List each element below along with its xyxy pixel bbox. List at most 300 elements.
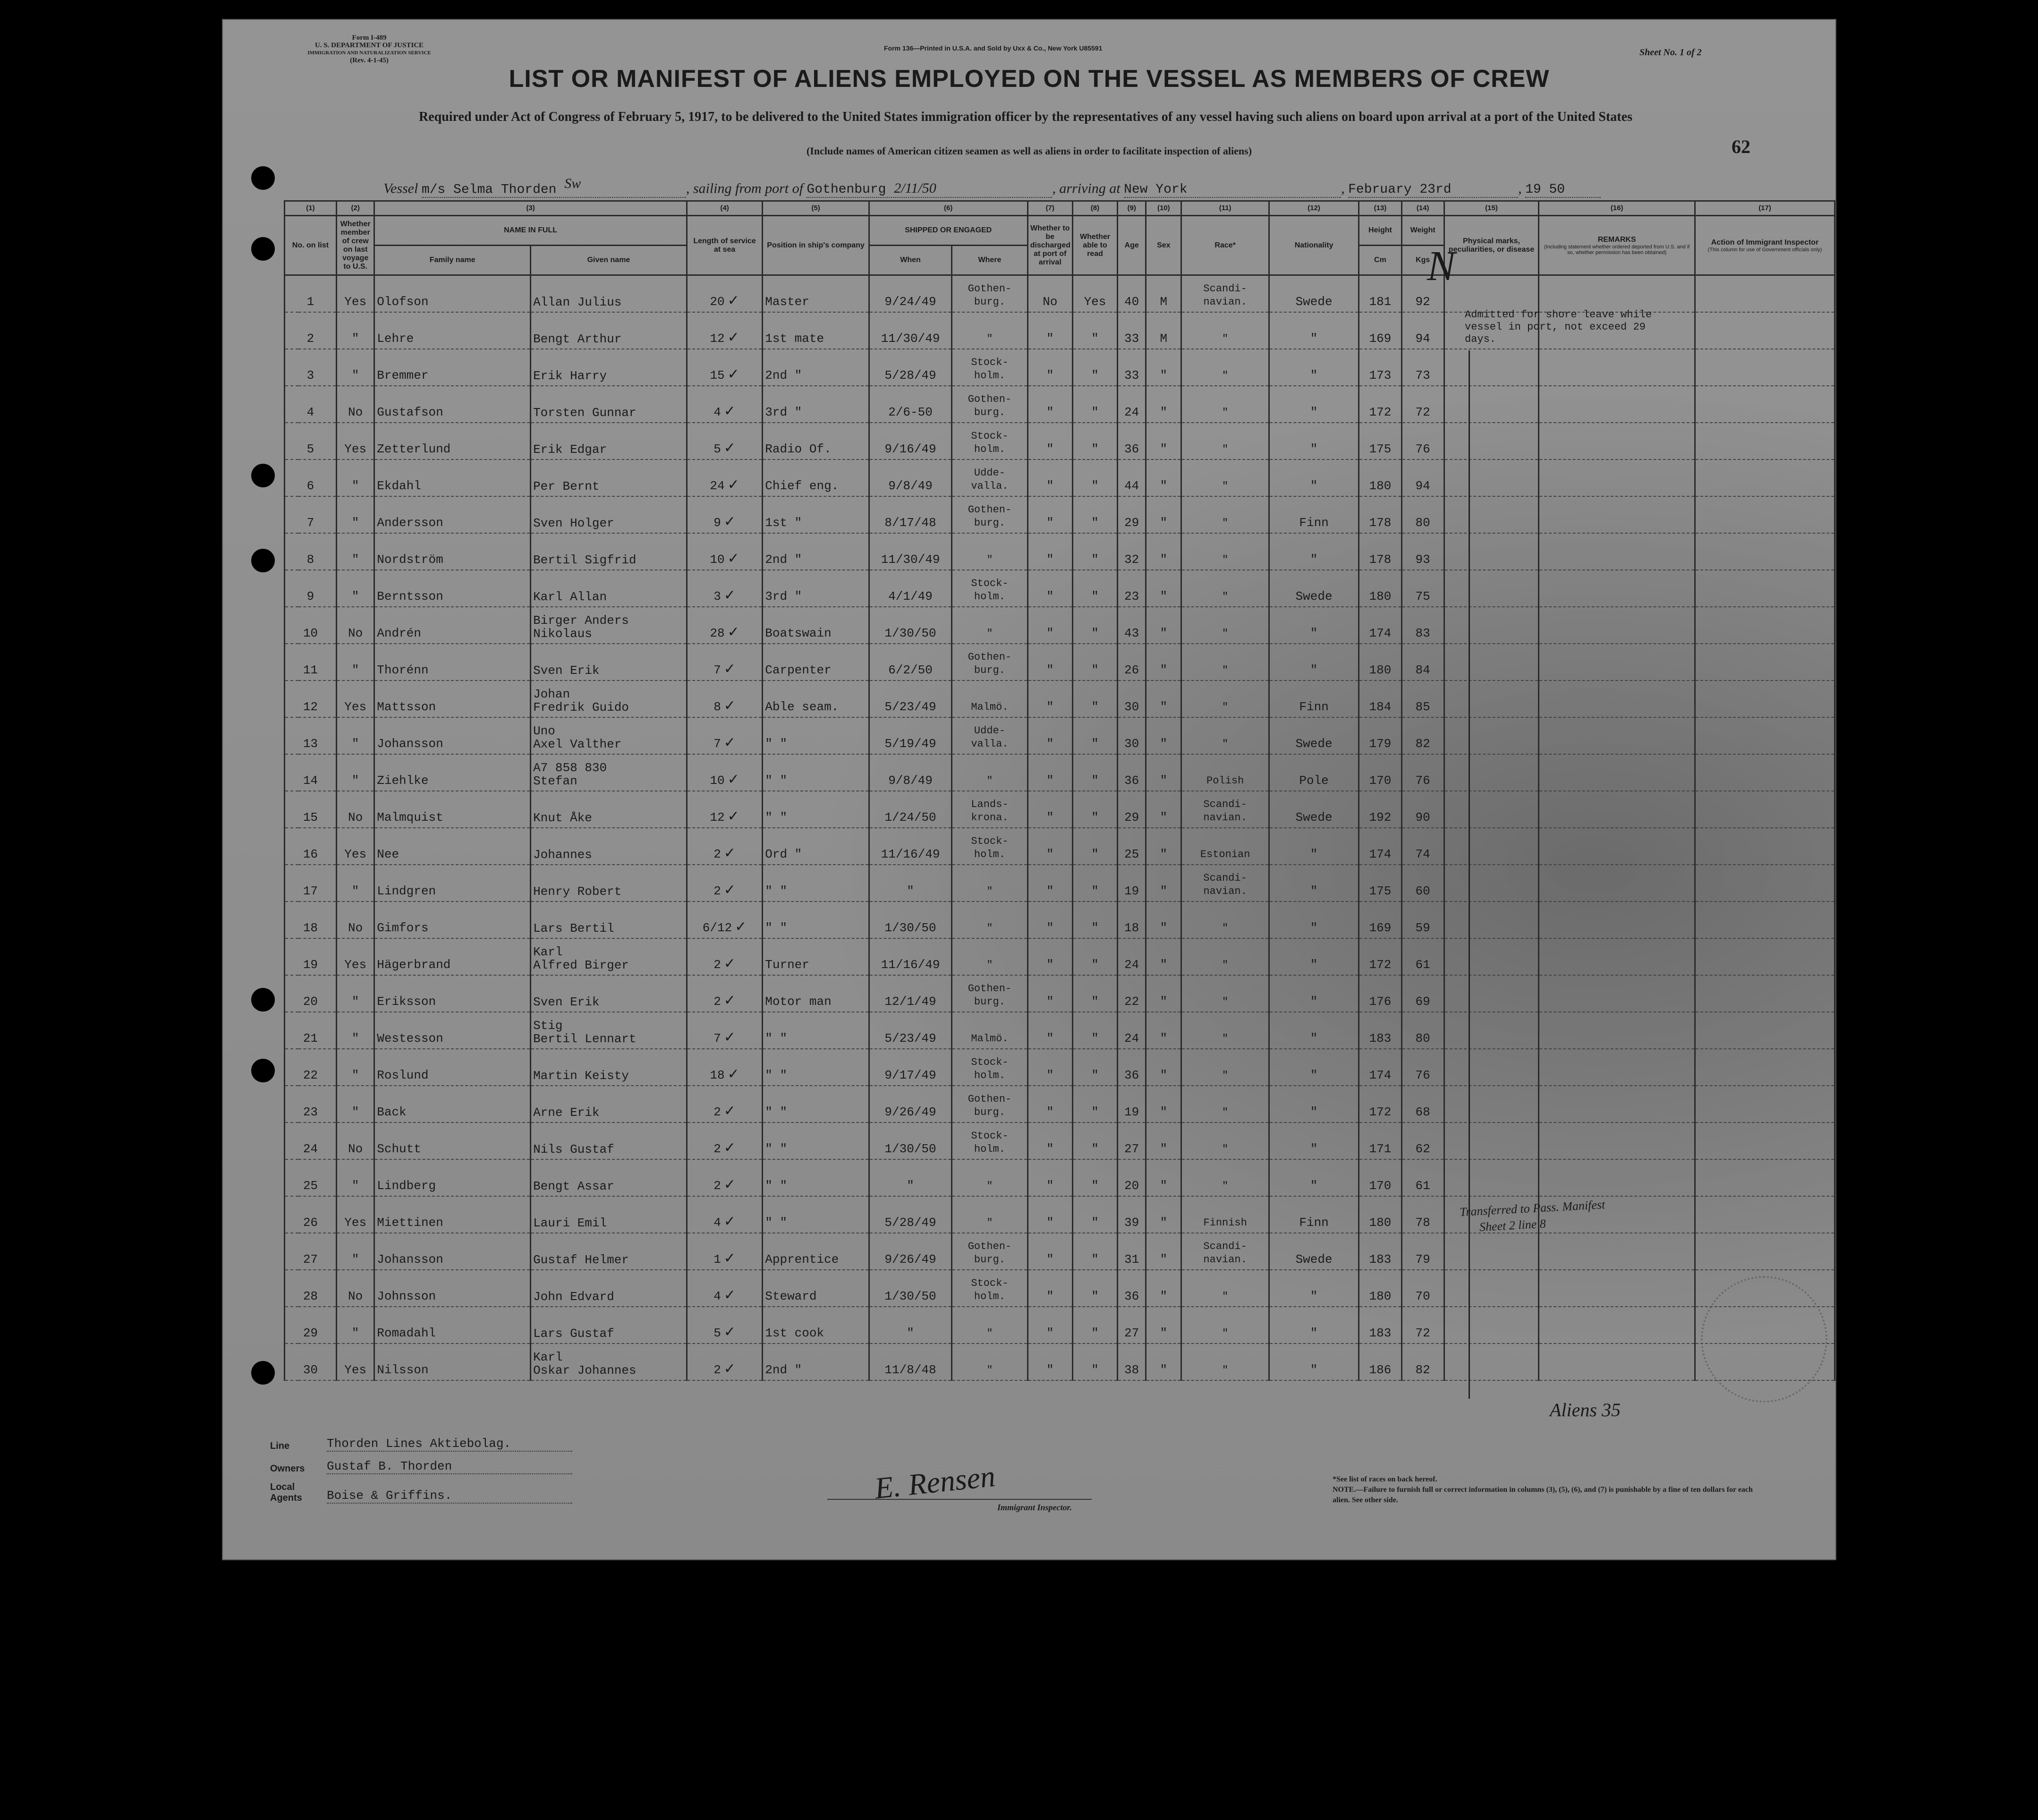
ship-position: Carpenter <box>763 644 869 680</box>
engaged-where <box>952 1196 1027 1233</box>
engaged-when: 1/30/50 <box>869 901 951 938</box>
race <box>1181 496 1269 533</box>
race <box>1181 791 1269 828</box>
race <box>1181 459 1269 496</box>
given-name <box>531 938 687 975</box>
where-line2: Malmö. <box>971 701 1009 713</box>
previous-voyage: " <box>337 459 374 496</box>
discharged: " <box>1027 570 1072 607</box>
action-cell <box>1695 791 1835 828</box>
remarks-cell <box>1539 975 1695 1012</box>
nationality: Pole <box>1269 754 1359 791</box>
given-name <box>531 1307 687 1344</box>
service-length-value: 2 <box>713 1105 721 1119</box>
row-margin <box>223 1086 284 1123</box>
sex: " <box>1146 865 1181 901</box>
race <box>1181 1344 1269 1380</box>
family-name: Nee <box>374 828 531 865</box>
weight: 92 <box>1401 275 1444 313</box>
physical-marks <box>1444 423 1538 459</box>
row-margin <box>223 607 284 644</box>
where-line2: " <box>986 1180 993 1192</box>
age: 32 <box>1118 533 1146 570</box>
previous-voyage: Yes <box>337 680 374 717</box>
remarks-cell <box>1539 1049 1695 1086</box>
crew-row <box>223 975 1835 1012</box>
checkmark-icon: ✓ <box>727 550 739 567</box>
action-cell <box>1695 1233 1835 1270</box>
able-to-read: " <box>1072 1307 1117 1344</box>
form-revision: (Rev. 4-1-45) <box>350 57 389 64</box>
height: 186 <box>1359 1344 1401 1380</box>
sex: " <box>1146 1086 1181 1123</box>
given-name-line2: Oskar Johannes <box>533 1363 637 1378</box>
nationality: Swede <box>1269 717 1359 754</box>
ship-position: Boatswain <box>763 607 869 644</box>
age: 26 <box>1118 644 1146 680</box>
ship-position: " " <box>763 1049 869 1086</box>
row-number: 21 <box>284 1012 336 1049</box>
service-length <box>687 275 762 313</box>
checkmark-icon: ✓ <box>723 1103 736 1119</box>
age: 39 <box>1118 1196 1146 1233</box>
given-name <box>531 386 687 423</box>
form-identifier <box>289 34 450 64</box>
header-row-1 <box>223 216 1835 246</box>
family-name: Eriksson <box>374 975 531 1012</box>
able-to-read: " <box>1072 791 1117 828</box>
crew-row <box>223 1159 1835 1196</box>
service-length-value: 4 <box>713 1216 721 1230</box>
engaged-when: 9/24/49 <box>869 275 951 313</box>
remarks-cell <box>1539 791 1695 828</box>
action-cell <box>1695 828 1835 865</box>
weight: 75 <box>1401 570 1444 607</box>
service-length-value: 12 <box>710 332 725 346</box>
race-line2: Finnish <box>1203 1217 1247 1229</box>
sex: " <box>1146 496 1181 533</box>
previous-voyage: " <box>337 312 374 349</box>
height: 180 <box>1359 459 1401 496</box>
race <box>1181 717 1269 754</box>
manifest-sheet <box>222 19 1836 1560</box>
able-to-read: " <box>1072 644 1117 680</box>
sex: " <box>1146 1049 1181 1086</box>
ship-position: Apprentice <box>763 1233 869 1270</box>
header-where: Where <box>952 246 1027 275</box>
remarks-cell <box>1539 570 1695 607</box>
service-name: IMMIGRATION AND NATURALIZATION SERVICE <box>307 50 431 56</box>
row-margin <box>223 459 284 496</box>
given-name-line2: Arne Erik <box>533 1106 600 1120</box>
nationality: " <box>1269 865 1359 901</box>
engaged-where <box>952 1344 1027 1380</box>
service-length <box>687 1123 762 1159</box>
where-line2: krona. <box>971 812 1009 824</box>
able-to-read: " <box>1072 1086 1117 1123</box>
physical-marks <box>1444 275 1538 313</box>
service-length-value: 4 <box>713 1289 721 1303</box>
service-length <box>687 1344 762 1380</box>
sex: " <box>1146 1196 1181 1233</box>
checkmark-icon: ✓ <box>727 366 739 383</box>
service-length <box>687 865 762 901</box>
family-name: Johansson <box>374 1233 531 1270</box>
physical-marks <box>1444 754 1538 791</box>
header-nationality: Nationality <box>1269 216 1359 275</box>
able-to-read: " <box>1072 938 1117 975</box>
engaged-where <box>952 386 1027 423</box>
weight: 70 <box>1401 1270 1444 1307</box>
checkmark-icon: ✓ <box>723 882 736 898</box>
previous-voyage: " <box>337 1307 374 1344</box>
where-line2: " <box>986 885 993 897</box>
given-name <box>531 607 687 644</box>
physical-marks <box>1444 791 1538 828</box>
family-name: Mattsson <box>374 680 531 717</box>
given-name-line2: Erik Edgar <box>533 442 607 457</box>
where-line2: holm. <box>974 1070 1005 1081</box>
engaged-when: 11/30/49 <box>869 533 951 570</box>
crew-row <box>223 570 1835 607</box>
engaged-where <box>952 607 1027 644</box>
where-line1: Gothen- <box>968 283 1012 295</box>
col-num: (10) <box>1146 201 1181 216</box>
engaged-when: 2/6-50 <box>869 386 951 423</box>
row-margin <box>223 1049 284 1086</box>
previous-voyage: " <box>337 1159 374 1196</box>
remarks-cell <box>1539 717 1695 754</box>
where-line2: holm. <box>974 443 1005 455</box>
nationality: " <box>1269 1049 1359 1086</box>
height: 174 <box>1359 828 1401 865</box>
row-margin <box>223 1012 284 1049</box>
action-cell <box>1695 754 1835 791</box>
remarks-cell <box>1539 496 1695 533</box>
service-length-value: 15 <box>710 368 725 383</box>
row-number: 13 <box>284 717 336 754</box>
race <box>1181 1159 1269 1196</box>
race-line2: " <box>1222 480 1229 492</box>
where-line2: valla. <box>971 480 1009 492</box>
where-line1: Gothen- <box>968 1241 1012 1252</box>
height: 172 <box>1359 386 1401 423</box>
checkmark-icon: ✓ <box>723 587 736 604</box>
previous-voyage: " <box>337 570 374 607</box>
race <box>1181 570 1269 607</box>
ship-position: Turner <box>763 938 869 975</box>
engaged-where <box>952 1159 1027 1196</box>
checkmark-icon: ✓ <box>727 476 739 493</box>
age: 36 <box>1118 423 1146 459</box>
given-name-line1: Birger Anders <box>533 613 629 628</box>
action-cell <box>1695 938 1835 975</box>
nationality: " <box>1269 349 1359 386</box>
service-length <box>687 1086 762 1123</box>
row-number: 19 <box>284 938 336 975</box>
row-margin <box>223 975 284 1012</box>
physical-marks <box>1444 1012 1538 1049</box>
inspector-signature: E. Rensen <box>873 1459 997 1505</box>
previous-voyage: " <box>337 1233 374 1270</box>
remarks-cell <box>1539 644 1695 680</box>
service-length <box>687 533 762 570</box>
height: 170 <box>1359 1159 1401 1196</box>
given-name-line2: Bertil Lennart <box>533 1032 637 1046</box>
crew-row <box>223 1270 1835 1307</box>
document-title: LIST OR MANIFEST OF ALIENS EMPLOYED ON THE VESSEL AS MEMBERS OF CREW <box>509 65 1550 93</box>
header-weight: Weight <box>1401 216 1444 246</box>
service-length-value: 7 <box>713 663 721 677</box>
given-name <box>531 349 687 386</box>
engaged-when: 11/8/48 <box>869 1344 951 1380</box>
given-name <box>531 533 687 570</box>
family-name: Ziehlke <box>374 754 531 791</box>
engaged-when: 9/16/49 <box>869 423 951 459</box>
service-length <box>687 1012 762 1049</box>
previous-voyage: " <box>337 717 374 754</box>
height: 180 <box>1359 1196 1401 1233</box>
given-name-line1: Stig <box>533 1019 563 1033</box>
race-line2: " <box>1222 628 1229 639</box>
header-physical-marks: Physical marks, peculiarities, or disease <box>1444 216 1538 275</box>
discharged: " <box>1027 1123 1072 1159</box>
able-to-read: " <box>1072 828 1117 865</box>
ship-position: " " <box>763 1012 869 1049</box>
nationality: Swede <box>1269 791 1359 828</box>
given-name-line1: Karl <box>533 945 563 959</box>
engaged-when: 9/26/49 <box>869 1233 951 1270</box>
sex: " <box>1146 1270 1181 1307</box>
nationality: " <box>1269 975 1359 1012</box>
family-name: Miettinen <box>374 1196 531 1233</box>
engaged-where <box>952 1307 1027 1344</box>
able-to-read: " <box>1072 975 1117 1012</box>
action-subtitle: (This column for use of Government officials only) <box>1707 247 1822 253</box>
height: 171 <box>1359 1123 1401 1159</box>
ship-position: Able seam. <box>763 680 869 717</box>
age: 33 <box>1118 312 1146 349</box>
height: 172 <box>1359 1086 1401 1123</box>
discharged: " <box>1027 1307 1072 1344</box>
vessel-name: m/s Selma Thorden <box>421 182 557 197</box>
height: 170 <box>1359 754 1401 791</box>
service-length <box>687 791 762 828</box>
where-line2: " <box>986 1327 993 1339</box>
row-number: 14 <box>284 754 336 791</box>
discharged: " <box>1027 865 1072 901</box>
service-length-value: 3 <box>713 589 721 604</box>
row-margin <box>223 1159 284 1196</box>
discharged: " <box>1027 1233 1072 1270</box>
physical-marks <box>1444 717 1538 754</box>
engaged-where <box>952 312 1027 349</box>
age: 27 <box>1118 1123 1146 1159</box>
given-name-line2: Bengt Assar <box>533 1179 614 1193</box>
sex: " <box>1146 349 1181 386</box>
family-name: Roslund <box>374 1049 531 1086</box>
row-margin <box>223 754 284 791</box>
able-to-read: " <box>1072 717 1117 754</box>
discharged: " <box>1027 1270 1072 1307</box>
race-line2: " <box>1222 664 1229 676</box>
weight: 94 <box>1401 312 1444 349</box>
header-height: Height <box>1359 216 1401 246</box>
physical-marks <box>1444 349 1538 386</box>
age: 33 <box>1118 349 1146 386</box>
row-number: 30 <box>284 1344 336 1380</box>
sex: " <box>1146 570 1181 607</box>
engaged-when: 12/1/49 <box>869 975 951 1012</box>
height: 183 <box>1359 1307 1401 1344</box>
discharged: " <box>1027 791 1072 828</box>
remarks-cell <box>1539 1307 1695 1344</box>
race <box>1181 1196 1269 1233</box>
given-name <box>531 1123 687 1159</box>
race-line2: " <box>1222 554 1229 566</box>
age: 30 <box>1118 717 1146 754</box>
given-name <box>531 423 687 459</box>
service-length <box>687 1270 762 1307</box>
engaged-when: 11/16/49 <box>869 828 951 865</box>
row-number: 7 <box>284 496 336 533</box>
action-cell <box>1695 717 1835 754</box>
crew-row <box>223 644 1835 680</box>
previous-voyage: Yes <box>337 828 374 865</box>
checkmark-icon: ✓ <box>723 1176 736 1193</box>
action-cell <box>1695 533 1835 570</box>
physical-marks <box>1444 828 1538 865</box>
family-name: Johnsson <box>374 1270 531 1307</box>
height: 184 <box>1359 680 1401 717</box>
signature-line <box>827 1499 1092 1500</box>
sailing-label: sailing from port of <box>693 180 803 196</box>
service-length <box>687 1307 762 1344</box>
service-length <box>687 680 762 717</box>
physical-marks <box>1444 901 1538 938</box>
line-row <box>270 1437 572 1452</box>
able-to-read: " <box>1072 533 1117 570</box>
row-margin <box>223 1123 284 1159</box>
action-title: Action of Immigrant Inspector <box>1711 238 1819 247</box>
row-number: 27 <box>284 1233 336 1270</box>
sex: " <box>1146 1344 1181 1380</box>
where-line1: Gothen- <box>968 504 1012 516</box>
where-line2: holm. <box>974 1291 1005 1302</box>
height: 183 <box>1359 1233 1401 1270</box>
engaged-when: 9/17/49 <box>869 1049 951 1086</box>
service-length <box>687 644 762 680</box>
where-line2: burg. <box>974 1254 1005 1266</box>
height: 181 <box>1359 275 1401 313</box>
service-length <box>687 717 762 754</box>
service-length <box>687 901 762 938</box>
where-line1: Gothen- <box>968 651 1012 663</box>
owners-row <box>270 1459 572 1474</box>
previous-voyage: Yes <box>337 1196 374 1233</box>
crew-row <box>223 533 1835 570</box>
weight: 93 <box>1401 533 1444 570</box>
race-line1: Scandi- <box>1203 1241 1247 1252</box>
nationality: Finn <box>1269 680 1359 717</box>
given-name-line2: Fredrik Guido <box>533 700 629 714</box>
where-line1: Stock- <box>971 430 1009 442</box>
given-name-line2: Allan Julius <box>533 295 622 309</box>
service-length <box>687 1159 762 1196</box>
weight: 72 <box>1401 1307 1444 1344</box>
height: 178 <box>1359 533 1401 570</box>
able-to-read: " <box>1072 1344 1117 1380</box>
sex: M <box>1146 312 1181 349</box>
crew-row <box>223 349 1835 386</box>
given-name-line2: Lars Gustaf <box>533 1327 614 1341</box>
weight: 80 <box>1401 496 1444 533</box>
where-line2: holm. <box>974 849 1005 860</box>
row-number: 11 <box>284 644 336 680</box>
checkmark-icon: ✓ <box>723 734 736 751</box>
family-name: Lehre <box>374 312 531 349</box>
row-margin <box>223 533 284 570</box>
discharged: " <box>1027 312 1072 349</box>
arriving-label: arriving at <box>1059 180 1121 196</box>
service-length-value: 24 <box>710 479 725 493</box>
where-line2: valla. <box>971 738 1009 750</box>
where-line2: burg. <box>974 996 1005 1008</box>
crew-row <box>223 1012 1835 1049</box>
weight: 85 <box>1401 680 1444 717</box>
row-number: 26 <box>284 1196 336 1233</box>
service-length-value: 10 <box>710 774 725 788</box>
engaged-when: 9/26/49 <box>869 1086 951 1123</box>
ship-position: Master <box>763 275 869 313</box>
nationality: Finn <box>1269 1196 1359 1233</box>
checkmark-icon: ✓ <box>723 1140 736 1156</box>
previous-voyage: No <box>337 791 374 828</box>
remarks-cell <box>1539 1012 1695 1049</box>
given-name <box>531 717 687 754</box>
remarks-cell <box>1539 386 1695 423</box>
service-length-value: 8 <box>713 700 721 714</box>
discharged: " <box>1027 496 1072 533</box>
given-name <box>531 1344 687 1380</box>
given-name-line2: Bengt Arthur <box>533 332 622 346</box>
physical-marks <box>1444 1049 1538 1086</box>
service-length <box>687 312 762 349</box>
ship-position: Radio Of. <box>763 423 869 459</box>
given-name <box>531 680 687 717</box>
ship-position: " " <box>763 717 869 754</box>
remarks-cell <box>1539 1086 1695 1123</box>
action-cell <box>1695 570 1835 607</box>
engaged-when: 11/30/49 <box>869 312 951 349</box>
ship-position: 3rd " <box>763 570 869 607</box>
owners-value: Gustaf B. Thorden <box>327 1459 572 1474</box>
height: 169 <box>1359 312 1401 349</box>
header-shipped: SHIPPED OR ENGAGED <box>869 216 1027 246</box>
service-length-value: 7 <box>713 737 721 751</box>
checkmark-icon: ✓ <box>723 1250 736 1267</box>
where-line2: burg. <box>974 517 1005 529</box>
sex: " <box>1146 459 1181 496</box>
given-name <box>531 1270 687 1307</box>
given-name <box>531 312 687 349</box>
row-margin <box>223 1196 284 1233</box>
race-line2: " <box>1222 333 1229 345</box>
remarks-cell <box>1539 938 1695 975</box>
remarks-cell <box>1539 423 1695 459</box>
weight: 78 <box>1401 1196 1444 1233</box>
discharged: " <box>1027 1344 1072 1380</box>
